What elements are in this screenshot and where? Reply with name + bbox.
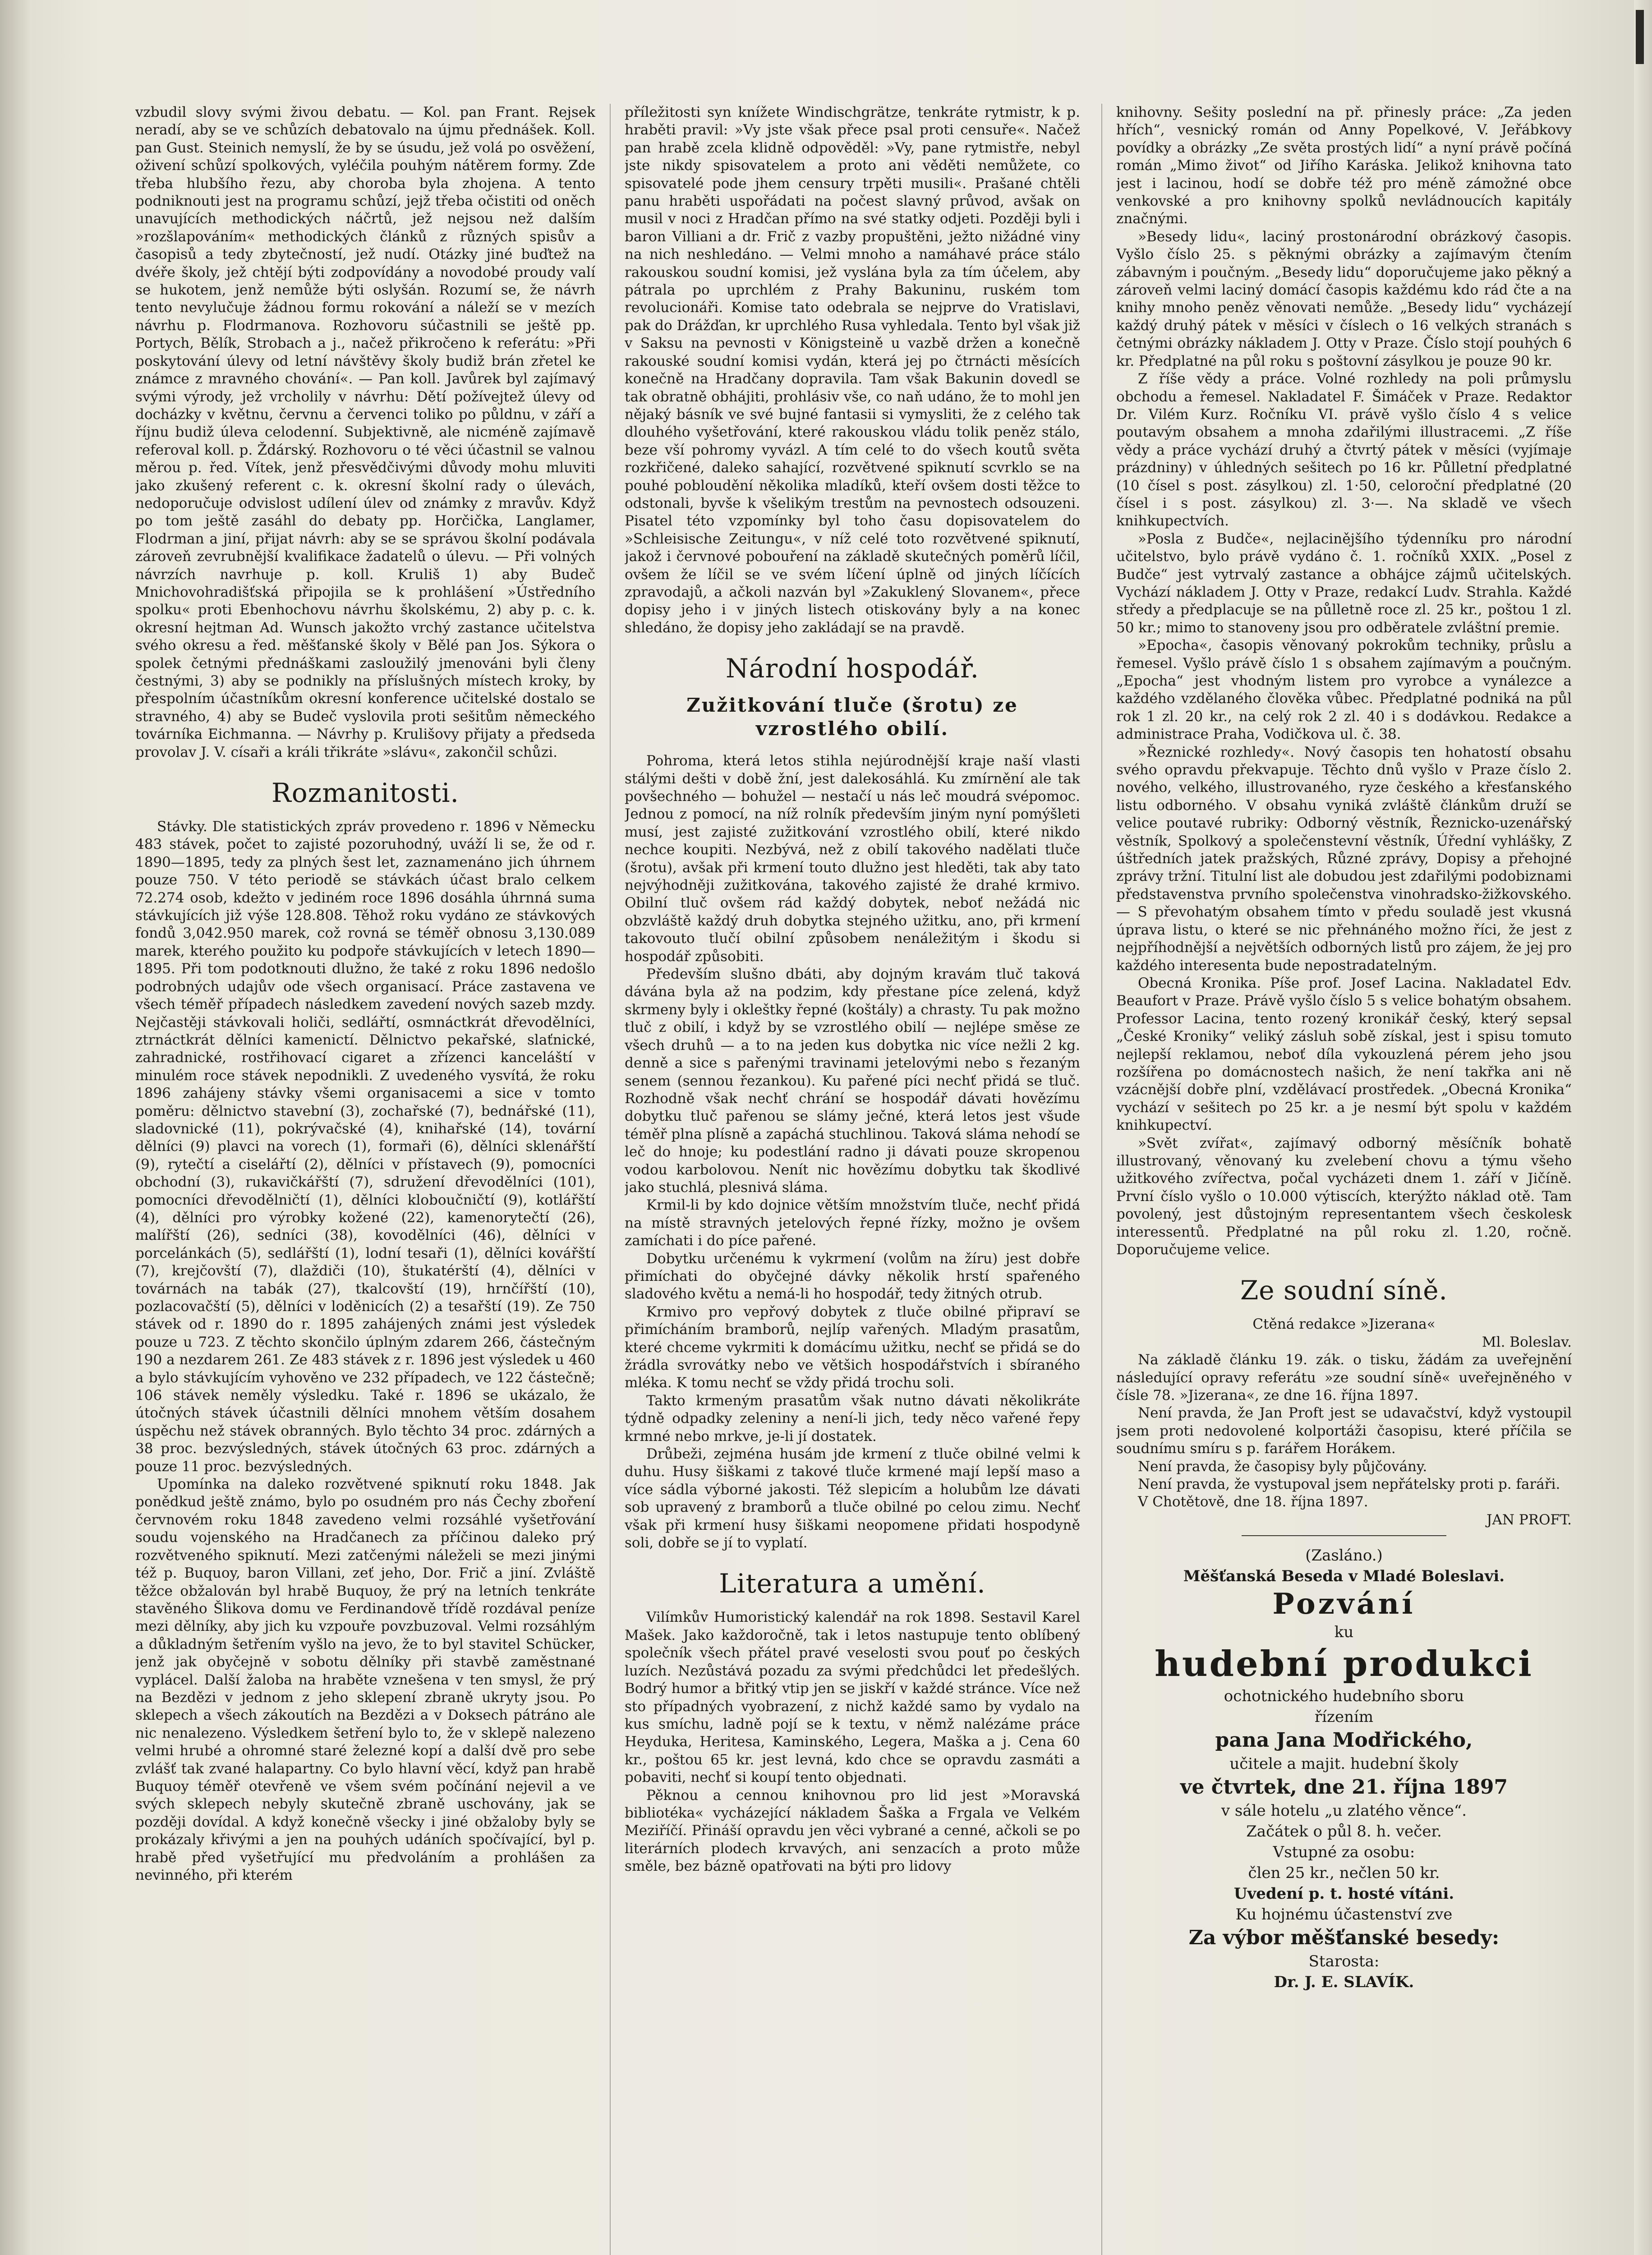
conductor: pana Jana Modřického, (1215, 1729, 1473, 1752)
paragraph: Krmivo pro vepřový dobytek z tluče obilné připraví se přimícháním bramborů, nejlíp vařených. Mladým prasatům, které chceme vykrmiti k domácímu užitku, nechť se přidá se do žrádla svrovátky nebo ve většich hospodářstvích i sbíraného mléka. K tomu nechť se vždy přidá trochu soli. (625, 1303, 1080, 1391)
court-signature: JAN PROFT. (1486, 1511, 1572, 1528)
article-title: Zužitkování tluče (šrotu) ze vzrostlého obilí. (686, 694, 1018, 740)
paragraph: Dobytku určenému k vykrmení (volům na žíru) jest dobře přimíchati do obyčejné dávky několik hrstí spařeného sladového květu a nemá-li ho hospodář, tedy žitných otrub. (625, 1250, 1080, 1302)
start-time: Začátek o půl 8. h. večer. (1246, 1822, 1442, 1841)
paragraph: Není pravda, že časopisy byly půjčovány. (1138, 1458, 1427, 1475)
orchestra: ochotnického hudebního sboru (1224, 1687, 1464, 1706)
column-rule (610, 104, 611, 2255)
paragraph: Není pravda, že Jan Proft jest se udavačství, když vystoupil jsem proti nedovolené kolportáži časopisu, které příčila se soudnímu smíru s p. farářem Horákem. (1116, 1405, 1572, 1457)
paragraph: Krmil-li by kdo dojnice větším množstvím tluče, nechť přidá na místě stravných jetelových řepné řízky, možno je ovšem zamíchati i do píce pařené. (625, 1197, 1080, 1249)
section-title-literatura: Literatura a umění. (719, 1568, 986, 1599)
paragraph: »Epocha«, časopis věnovaný pokrokům techniky, průslu a řemesel. Vyšlo právě číslo 1 s obsahem zajímavým a poučným. „Epocha“ jest vhodným listem pro vyrobce a vynálezce a každého vzdělaného člověka vůbec. Předplatné podniká na půl rok 1 zl. 20 kr., na celý rok 2 zl. 40 i s dodávkou. Redakce a administrace Praha, Vodičkova ul. č. 38. (1116, 637, 1572, 743)
paragraph: Pěknou a cennou knihovnou pro lid jest »Moravská bibliotéka« vycházející nákladem Šaška a Frgala ve Velkém Meziříčí. Přináší opravdu jen věci vybrané a cenné, ačkoli se po literárních plodech krvavých, ani senzacích a proto může směle, bez bázně opatřovati na býti pro lidovy (625, 1787, 1080, 1875)
venue: v sále hotelu „u zlatého věnce“. (1221, 1802, 1467, 1820)
event-date: ve čtvrtek, dne 21. října 1897 (1180, 1776, 1508, 1799)
paragraph: Vilímkův Humoristický kalendář na rok 1898. Sestavil Karel Mašek. Jako každoročně, tak i letos nastupuje tento oblíbený společník všech přátel pravé veselosti svou pouť po českých luzích. Nezůstává pozadu za svými předchůdci let předešlých. Bodrý humor a břitký vtip jen se jiskří v každé stránce. Více než sto případných vyobrazení, z nichž každé samo by vydalo na kus smíchu, ladně pojí se k textu, v němž nalézáme práce Heyduka, Heritesa, Kaminského, Legera, Maška a j. Cena 60 kr., poštou 65 kr. jest levná, kdo chce se opravdu zasmáti a pobaviti, nechť si koupí tento objednati. (625, 1609, 1080, 1786)
paragraph: »Posla z Budče«, nejlacinějšího týdenníku pro národní učitelstvo, bylo právě vydáno č. 1. ročníků XXIX. „Posel z Budče“ jest vytrvalý zastance a obhájce zájmů učitelských. Vychází nákladem J. Otty v Praze, redakcí Ludv. Strahla. Každé středy a předplacuje se na půlletně roce zl. 25 kr., poštou 1 zl. 50 kr.; mimo to stanoveny jsou pro odběratele zvláštní premie. (1116, 530, 1572, 636)
paragraph: Na základě článku 19. zák. o tisku, žádám za uveřejnění následující opravy referátu »ze soudní síně« uveřejněného v čísle 78. »Jizerana«, ze dne 16. října 1897. (1116, 1352, 1572, 1404)
zaslano-label: (Zasláno.) (1305, 1546, 1383, 1565)
committee: Za výbor měšťanské besedy: (1188, 1926, 1500, 1950)
column-2 (625, 104, 1080, 2255)
court-date: V Chotětově, dne 18. října 1897. (1138, 1494, 1368, 1510)
society-name: Měšťanská Beseda v Mladé Boleslavi. (1183, 1567, 1505, 1586)
section-title-ze-soudni-sine: Ze soudní síně. (1240, 1275, 1448, 1306)
divider (1242, 1535, 1447, 1536)
starosta-name: Dr. J. E. SLAVÍK. (1274, 1973, 1414, 1992)
paragraph: »Svět zvířat«, zajímavý odborný měsíčník bohatě illustrovaný, věnovaný ku zvelebení chovu a týmu všeho užitkového zvířectva, počal vycházeti dnem 1. září v Jičíně. První číslo vyšlo o 10.000 výtiscích, kterýžto náklad otě. Tam povolený, jest důstojným representantem všech českolesk interessentů. Předplatné na půl roku zl. 1.20, ročně. Doporučujeme velice. (1116, 1135, 1572, 1258)
invitation-call: Ku hojnému účastenství zve (1235, 1905, 1453, 1924)
section-title-rozmanitosti: Rozmanitosti. (271, 778, 459, 809)
event-name: hudební produkci (1155, 1643, 1533, 1685)
page-edge-right (1634, 0, 1652, 2255)
paragraph: Z říše vědy a práce. Volné rozhledy na poli průmyslu obchodu a řemesel. Nakladatel F. Šimáček v Praze. Redaktor Dr. Vilém Kurz. Ročníku VI. právě vyšlo číslo 4 s velice poutavým obsahem a mnoha zdařilými illustracemi. „Z říše vědy a práce vychází druhý a čtvrtý pátek v měsíci (vyjímaje prázdniny) v úhledných sešitech po 16 kr. Půlletní předplatné (10 čísel s post. zásylkou) zl. 1·50, celoroční předplatné (20 čísel i s post. zásylkou) zl. 3·—. Na skladě ve všech knihkupectvích. (1116, 371, 1572, 529)
rizenim: řízením (1314, 1708, 1374, 1726)
entry-label: Vstupné za osobu: (1273, 1843, 1415, 1862)
paragraph: vzbudil slovy svými živou debatu. — Kol. pan Frant. Rejsek neradí, aby se ve schůzích debatovalo na újmu přednášek. Koll. pan Gust. Steinich nemyslí, že by se úsudu, jež volá po osvěžení, oživení schůzí spolkových, vyléčila pouhým nátěrem formy. Zde třeba hlubšího řezu, aby choroba byla zhojena. A tento podniknouti jest na programu schůzí, jejž třeba očistiti od oněch unavujících methodických náčrtů, jež nejsou než dalším »rozšlapováním« methodických článků z různých spisův a časopisů a tedy zbytečností, jež nudí. Otázky jiné buďtež na dvéře školy, jež chtějí býti zodpovídány a novodobé proudy valí se hukotem, jenž nemůže býti oslyšán. Rozumí se, že návrh tento nevylučuje žádnou formu rokování a náleží se v mezích návrhu p. Flodrmanova. Rozhovoru súčastnili se ještě pp. Portych, Bělík, Strobach a j., načež přikročeno k referátu: »Při poskytování úlevy od letní návštěvy školy budiž brán zřetel ke známce z mravného chování«. — Pan koll. Javůrek byl zajímavý svými výrody, jež vrcholily v návrhu: Dětí požívejtež úlevy od docházky v květnu, červnu a červenci toliko po půldnu, v září a říjnu budiž úleva celodenní. Subjektivně, ale nicméně zajímavě referoval koll. p. Ždárský. Rozhovoru o té věci účastnil se valnou měrou p. řed. Vítek, jenž přesvědčivými důvody mohu mluviti jako zkušený referent c. k. okresní školní rady o úlevách, nedoporučuje odvislost udílení úlev od známky z mravův. Když po tom ještě zasáhl do debaty pp. Horčička, Langlamer, Flodrman a jiní, přijat návrh: aby se se správou školní podávala zároveň zevrubnější kvalifikace žadatelů o úlevu. — Při volných návrzích navrhuje p. koll. Kruliš 1) aby Budeč Mnichovohradišťská připojila se k prohlášení »Ústředního spolku« proti Ebenhochovu návrhu školskému, 2) aby p. c. k. okresní hejtman Ad. Wunsch jakožto vrchý zastance učitelstva svého okresu a řed. měšťanské školy v Bělé pan Jos. Sýkora o spolek četnými přednáškami zasloužilý jmenováni byli členy čestnými, 3) aby se podnikly na příslušných místech kroky, by přespolním účastníkům okresní konference učitelské dostalo se stravného, 4) aby se Budeč vyslovila proti sešitům německého továrníka Eichmanna. — Návrhy p. Krulišovy přijaty a předseda provolav J. V. císaři a králi třikráte »slávu«, zakončil schůzi. (135, 104, 595, 760)
paragraph: »Besedy lidu«, laciný prostonárodní obrázkový časopis. Vyšlo číslo 25. s pěknými obrázky a zajímavým čtením zábavným i poučným. „Besedy lidu“ doporučujeme jako pěkný a zároveň velmi laciný domácí časopis každému kdo rád čte a na knihy mnoho peněz věnovati nemůže. „Besedy lidu“ vycházejí každý druhý pátek v měsíci v číslech o 16 velkých stranách s četnými obrázky nákladem J. Otty v Praze. Číslo stojí pouhých 6 kr. Předplatné na půl roku s poštovní zásylkou je pouze 90 kr. (1116, 228, 1572, 369)
page-edge-left (0, 0, 32, 2255)
paragraph: Drůbeži, zejména husám jde krmení z tluče obilné velmi k duhu. Husy šiškami z takové tluče krmené mají lepší maso a více sádla výborné jakosti. Též slepicím a holubům lze dávati sob upravený z bramborů a tluče obilné po celou zimu. Nechť však při krmení husy šiškami neopomene přidati hospodyně soli, dobře se jí to vyplatí. (625, 1446, 1080, 1551)
paragraph: Upomínka na daleko rozvětvené spiknutí roku 1848. Jak ponědkud ještě známo, bylo po osudném pro nás Čechy zboření červnovém roku 1848 zavedeno velmi rozsáhlé vyšetřování soudu vojenského na Hradčanech za příčinou daleko prý rozvětveného spiknutí. Mezi zatčenými náleželi se mezi jinými též p. Buquoy, baron Villani, zeť jeho, Dor. Frič a jiní. Zvláště těžce obžalován byl hrabě Buquoy, že prý na letních tenkráte stavěného Šlikova domu ve Ferdinandově třídě rozdával peníze mezi dělníky, aby jich ku vzpouře povzbuzoval. Velmi rozsáhlým a důkladným šetřením vyšlo na jevo, že to byl stavitel Schücker, jenž jak obyčejně v sobotu dělníky při stavbě zaměstnané vyplácel. Další žaloba na hraběte vznešena v ten smysl, že prý na Bezdězi v jednom z jeho sklepení zbraně ukryty jsou. Po sklepech a všech zákoutích na Bezdězi a v Doksech pátráno ale nic nenalezeno. Výsledkem šetření bylo to, že v sklepě nalezeno velmi hrubé a ohromné staré železné kopí a další dvě pro sebe zvlášť tak zvané halapartny. Co bylo hlavní věcí, když pan hrabě Buquoy téměř otevřeně ve všem svém počínání nejevil a ve svých sklepech nebyly skutečně zbraně uschovány, jak se později dovídal. A když konečně všecky i jiné obžaloby byly se prokázaly křivými a jen na pouhých udáních spočívající, byl p. hrabě před vyšetřující mu předvoláním a prohlášen za nevinného, při kterém (135, 1476, 595, 1883)
conductor-role: učitele a majit. hudební školy (1229, 1755, 1459, 1773)
paragraph: Především slušno dbáti, aby dojným kravám tluč taková dávána byla až na podzim, kdy přestane píce zelená, když skrmeny byly i okleštky řepné (koštály) a chrasty. Tu pak možno tluč z obilí, i když by se vzrostlého obilí — nejlépe směse ze všech druhů — a to na jeden kus dobytka nic více nežli 2 kg. denně a sice s pařenými travinami jetelovými nebo s řezaným senem (sennou řezankou). Ku pařené píci nechť přidá se tluč. Rozhodně však nechť chrání se hospodář dávati hovězímu dobytku tluč pařenou se slámy ječné, která letos jest všude téměř plna plísně a zapáchá stuchlinou. Taková sláma nehodí se leč do hnoje; ku podestlání radno ji dávati pouze skropenou vodou karbolovou. Nenít nic hovězímu dobytku tak škodlivé jako stuchlá, plesnivá sláma. (625, 966, 1080, 1196)
paragraph: knihovny. Sešity poslední na př. přinesly práce: „Za jeden hřích“, vesnický román od Anny Popelkové, V. Jeřábkovy povídky a obrázky „Ze světa prostých lidí“ a nyní právě počíná román „Mimo život“ od Jiřího Karáska. Jelikož knihovna tato jest i lacinou, hodí se dobře též pro méně zámožné obce venkovské a pro knihovny spolků nevládnoucích kapitály značnými. (1116, 104, 1572, 227)
paragraph: Stávky. Dle statistických zpráv provedeno r. 1896 v Německu 483 stávek, počet to zajisté pozoruhodný, uváží li se, že od r. 1890—1895, tedy za plných šest let, zaznamenáno jich úhrnem pouze 750. V této periodě se stávkách účast bralo celkem 72.274 osob, kdežto v jediném roce 1896 dosáhla úhrnná suma stávkujících již výše 128.808. Těhož roku vydáno ze stávkových fondů 3,042.950 marek, což rovná se téměř obnosu 3,130.089 marek, kterého použito ku podpoře stávkujících v letech 1890—1895. Při tom podotknouti dlužno, že také z roku 1896 nedošlo podrobných udajův ode všech organisací. Práce zastavena ve všech téměř případech následkem zavedení nových sazeb mzdy. Nejčastěji stávkovali holiči, sedlářtí, osmnáctkrát dřevodělníci, ztrnáctkrát dělníci kamenictí. Dělnictvo pekařské, slaťnické, zahradnické, rostřihovací cigaret a zřízenci kanceláští v minulém roce stávek nepodnikli. Z uvedeného vysvítá, že roku 1896 zahájeny stávky všemi organisacemi a sice v tomto poměru: dělnictvo stavební (3), zochařské (7), bednářské (11), sladovnické (11), pokrývačské (4), knihařské (14), tovární dělníci (9) plavci na vorech (1), formaři (6), dělníci sklenářští (9), rytečtí a ciselářtí (2), dělníci v přístavech (9), pomocníci obchodní (3), rukavičkářští (7), sdružení dřevodělníci (101), pomocníci dřevodělničtí (1), dělníci kloboučničtí (9), kotlářští (4), dělníci pro výrobky kožené (22), kamenorytečtí (26), malířští (26), sedníci (38), kovodělníci (46), dělníci v porcelánkách (5), sedlářští (1), lodní tesaři (1), dělníci kovářští (7), krejčovští (7), dlaždiči (10), štukatérští (4), dělníci v továrnách na tabák (27), tkalcovští (19), hrnčířští (10), pozlacovačští (5), dělníci v loděnicích (2) a tesařští (19). Ze 750 stávek od r. 1890 do r. 1895 zahájených známi jest výsledek pouze u 723. Z těchto skončilo úplným zdarem 266, částečným 190 a nezdarem 261. Ze 483 stávek z r. 1896 jest výsledek u 460 a bylo stávkujícím vyhověno ve 232 případech, ve 122 částečně; 106 stávek neměly výsledku. Také r. 1896 se ukázalo, že útočných stávek účastnili dělníci mnohem větším dosahem úspěchu než stávek obranných. Bylo těchto 34 proc. zdárných a 38 proc. bezvýsledných, stávek útočných 63 proc. zdárných a pouze 11 proc. bezvýsledných. (135, 819, 595, 1475)
edge-mark (1636, 10, 1644, 64)
paragraph: Obecná Kronika. Píše prof. Josef Lacina. Nakladatel Edv. Beaufort v Praze. Právě vyšlo číslo 5 s velice bohatým obsahem. Professor Lacina, tento rozený kronikář český, který sepsal „České Kroniky“ veliký zásluh sobě získal, jest i spisu tomuto nejlepší reklamou, neboť díla vykouzlená pérem jeho jsou rozšířena po domácnostech našich, že není takřka ani ně vzácnější dobře plní, vzdělávací prostředek. „Obecná Kronika“ vychází v sešitech po 25 kr. a je nesmí být spolu v každém knihkupectví. (1116, 975, 1572, 1134)
entry-price: člen 25 kr., nečlen 50 kr. (1248, 1864, 1440, 1882)
court-place: Ml. Boleslav. (1482, 1334, 1572, 1350)
column-1 (135, 104, 595, 2255)
starosta-label: Starosta: (1308, 1952, 1380, 1971)
column-3 (1116, 104, 1572, 2255)
section-title-narodni-hospodar: Národní hospodář. (725, 653, 980, 684)
paragraph: Není pravda, že vystupoval jsem nepřátelsky proti p. faráři. (1138, 1476, 1560, 1493)
invitation-ku: ku (1334, 1623, 1354, 1642)
paragraph: Takto krmeným prasatům však nutno dávati několikráte týdně odpadky zeleniny a není-li jich, tedy něco vařené řepy krmné nebo mrkve, je-li jí dostatek. (625, 1392, 1080, 1445)
paragraph: Pohroma, která letos stihla nejúrodnější kraje naší vlasti stálými dešti v době žní, jest dalekosáhlá. Ku zmírnění ale tak povšechného — bohužel — nestačí u nás leč moudrá svépomoc. Jednou z pomocí, na níž rolník především jiným nyní pomýšleti musí, jest zajisté zužitkování vzrostlého obilí, které nikdo nechce koupiti. Nezbývá, než z obilí takového nadělati tluče (šrotu), avšak při krmení touto dlužno jest hleděti, tak aby tato nejvýhodněji zužitkována, takového zajisté že drahé krmivo. Obilní tluč ovšem rád každý dobytek, neboť nežádá nic obzvláště každý druh dobytka stejného užitku, ano, při krmení takovouto tlučí obilní způsobem nenáležitým i škodu si hospodář způsobiti. (625, 753, 1080, 965)
guests-welcome: Uvedení p. t. hosté vítáni. (1233, 1885, 1454, 1903)
invitation-ad (1116, 1545, 1572, 1993)
paragraph: příležitosti syn knížete Windischgrätze, tenkráte rytmistr, k p. hraběti pravil: »Vy jste však přece psal proti censuře«. Načež pan hrabě zcela klidně odpověděl: »Vy, pane rytmistře, nebyl jste nikdy spisovatelem a proto ani věděti nemůžete, co spisovatelé pode jhem censury trpěti musili«. Prašané chtěli panu hraběti uspořádati na počest slavný průvod, avšak on musil v noci z Hradčan přímo na své statky odjeti. Později byli i baron Villiani a dr. Frič z vazby propuštěni, ježto nižádné viny na nich neshledáno. — Velmi mnoho a namáhavé práce stálo rakouskou soudní komisi, jež vyslána byla za tím účelem, aby pátrala po uprchlém z Prahy Bakuninu, ruském tom revolucionáři. Komise tato odebrala se nejprve do Vratislavi, pak do Drážďan, kr uprchlého Rusa vyhledala. Tento byl však již v Saksu na pevnosti v Königsteině u vazbě držen a konečně rakouské soudní komisi vydán, která jej po čtrnácti měsících konečně na Hradčany dopravila. Tam však Bakunin dovedl se tak obratně obhájiti, prohlásiv vše, co naň udáno, že to mohl jen nějaký básník ve své bujné fantasii si vymysliti, že z celého tak dlouhého vyšetřování, které rakouskou vládu tolik peněz stálo, beze vší pohromy vyvázl. A tím celé to do všech koutů světa rozkřičené, daleko sahající, rozvětvené spiknutí scvrklo se na pouhé pobloudění několika mladíků, kteří ovšem dosti těžce to odstonali, byvše k všelikým trestům na pevnostech odsouzeni. Pisatel této vzpomínky byl toho času dopisovatelem do »Schleisische Zeitungu«, v níž celé toto rozvětvené spiknutí, jakož i červnové pobouření na základě skutečných poměrů líčil, ovšem že líčil se ve svém líčení úplně od jiných líčících zpravodajů, a ačkoli nazván byl »Zakuklený Slovanem«, přece dopisy jeho i v jiných listech otiskovány byly a na konec shledáno, že dopisy jeho zakládají se na pravdě. (625, 104, 1080, 636)
paragraph: »Řeznické rozhledy«. Nový časopis ten hohatostí obsahu svého opravdu překvapuje. Těchto dnů vyšlo v Praze číslo 2. nového, velkého, illustrovaného, ryze českého a křesťanského listu odborného. V obsahu vyniká zvláště článkům druží se velice poutavé rubriky: Odborný věstník, Řeznicko-uzenářský věstník, Spolkový a společenstevní věstník, Úřední vyhlášky, Z úštředních jatek pražských, Různé zprávy, Dopisy a přehojné zprávy tržní. Titulní list ale dobudou jest zdařilými podobiznami představenstva prvního společenstva vinohradsko-žižkovského. — S převohatým obsahem tímto v předu souladě jest vkusná úprava listu, o které se nic přehnáného možno říci, že jest z nejpříhodnější a největších odborných listů pro zájem, že jej pro každého interesenta bude nepostradatelným. (1116, 744, 1572, 974)
column-rule (1101, 104, 1102, 2255)
court-heading: Ctěná redakce »Jizerana« (1252, 1316, 1436, 1333)
invitation-title: Pozvání (1272, 1587, 1416, 1621)
